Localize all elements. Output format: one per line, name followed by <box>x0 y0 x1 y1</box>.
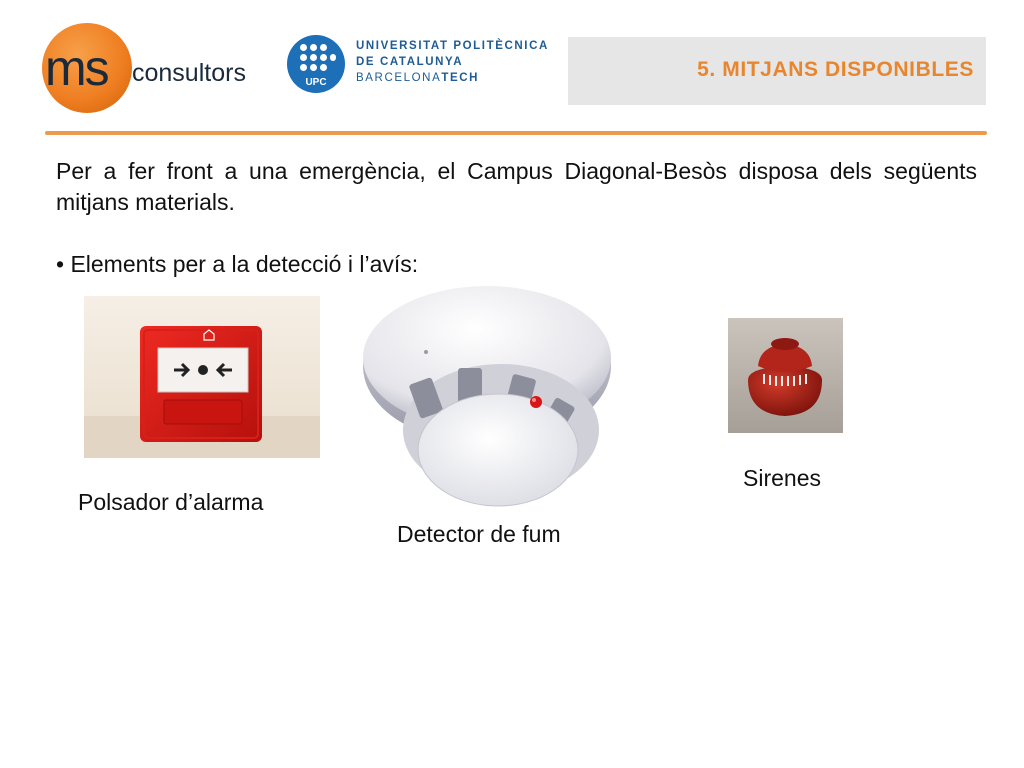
siren-image <box>728 318 843 433</box>
upc-emblem-icon <box>286 34 346 94</box>
upc-line-3b: TECH <box>441 72 480 84</box>
bullet-item: • Elements per a la detecció i l’avís: <box>56 251 419 277</box>
upc-line-3 <box>356 70 549 86</box>
section-title-box <box>568 37 986 105</box>
caption-siren: Sirenes <box>743 465 821 491</box>
caption-alarm-pull-station: Polsador d’alarma <box>78 489 264 515</box>
upc-emblem-label: UPC <box>305 77 327 88</box>
alarm-pull-station-icon <box>84 296 320 458</box>
caption-smoke-detector: Detector de fum <box>397 521 561 547</box>
upc-line-3a: BARCELONA <box>356 72 442 84</box>
smoke-detector-icon <box>358 280 616 510</box>
intro-paragraph: Per a fer front a una emergència, el Campus Diagonal-Besòs disposa dels següents mitjans materials. <box>56 158 977 215</box>
upc-line-1: UNIVERSITAT POLITÈCNICA <box>356 40 549 52</box>
smoke-detector-image <box>358 280 616 510</box>
ms-logo-mark: ms <box>45 40 108 96</box>
siren-icon <box>728 318 843 433</box>
upc-logo <box>286 34 556 96</box>
upc-line-2: DE CATALUNYA <box>356 56 464 68</box>
ms-consultors-logo <box>40 20 272 116</box>
header-divider <box>45 131 987 135</box>
ms-logo-wordmark: consultors <box>132 59 246 87</box>
section-title: 5. MITJANS DISPONIBLES <box>697 58 974 81</box>
alarm-pull-station-image <box>84 296 320 458</box>
upc-wordmark <box>356 38 549 86</box>
